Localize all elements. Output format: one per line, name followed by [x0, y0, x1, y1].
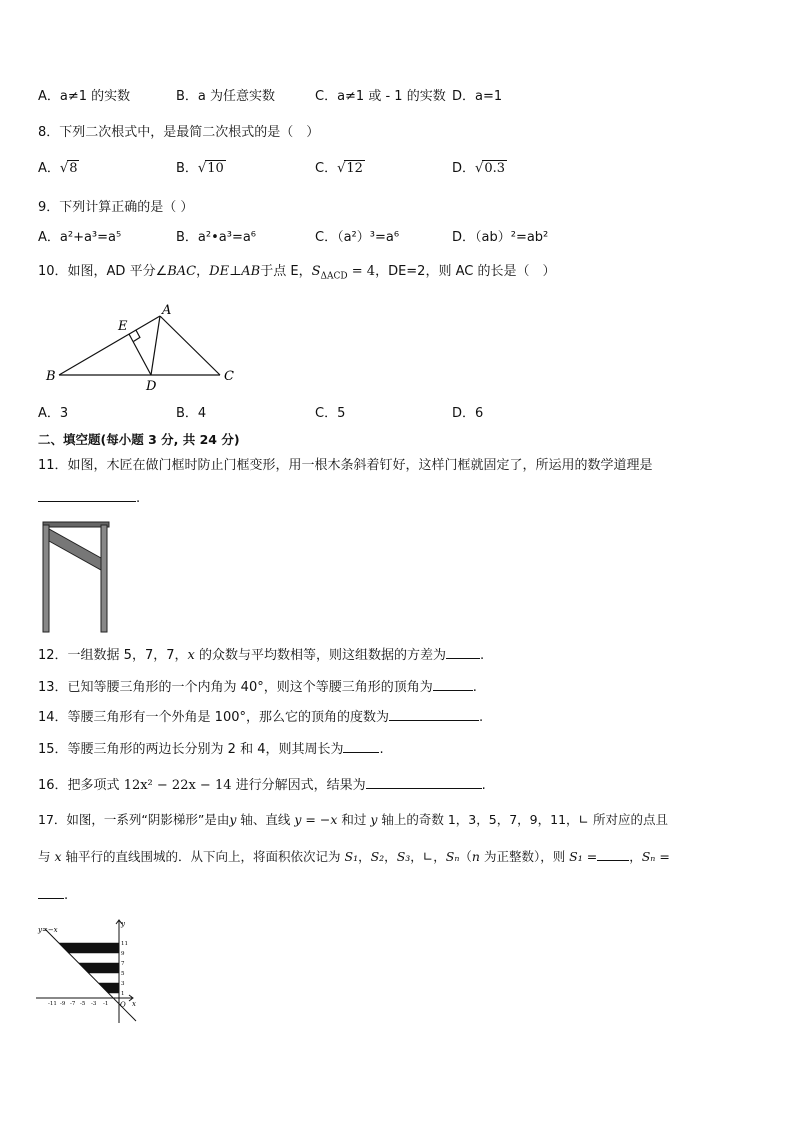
- frame-top-bar: [43, 522, 109, 527]
- q17-stem-line1: 17．如图，一系列“阴影梯形”是由y 轴、直线 y = −x 和过 y 轴上的奇数 1，3，5，7，9，11，∟ 所对应的点且: [38, 812, 668, 827]
- q11-answer-line: .: [38, 488, 140, 508]
- q7-option-c: C．a≠1 或 - 1 的实数: [315, 89, 446, 104]
- q10-triangle-figure: [40, 300, 250, 392]
- frame-left-post: [43, 525, 49, 632]
- trapezoid-s1: [99, 983, 119, 993]
- x-tick-neg7: -7: [70, 1001, 76, 1007]
- segment-ba: [59, 316, 160, 375]
- q13-answer-blank[interactable]: [433, 677, 473, 691]
- label-d: D: [146, 379, 157, 392]
- q17-stem-line2: 与 x 轴平行的直线围城的．从下向上，将面积依次记为 S₁，S₂，S₃，∟，Sₙ（n 为正整数），则 S₁ = ，Sₙ =: [38, 849, 670, 864]
- diagonal-brace: [49, 529, 101, 570]
- q10-stem: 10．如图，AD 平分∠BAC，DE⊥AB于点 E，$S_{\Delta ACD} = 4$，DE=2，则 AC 的长是（ ）: [38, 264, 556, 282]
- label-e: E: [118, 319, 128, 334]
- segment-ad: [151, 316, 160, 375]
- line-label: y=−x: [38, 926, 58, 934]
- segment-ac: [160, 316, 220, 375]
- frame-right-post: [101, 525, 107, 632]
- q9-option-d: D．（ab）²=ab²: [452, 230, 549, 245]
- q8-stem: 8．下列二次根式中，是最简二次根式的是（ ）: [38, 125, 320, 140]
- x-tick-neg1: -1: [103, 1001, 109, 1007]
- right-angle-mark: [134, 330, 140, 341]
- q7-option-d: D．a=1: [452, 89, 503, 104]
- q9-option-a: A．a²+a³=a⁵: [38, 230, 122, 245]
- q10-option-d: D．6: [452, 406, 484, 421]
- x-tick-neg11: -11: [48, 1001, 57, 1007]
- q13-stem: 13．已知等腰三角形的一个内角为 40°，则这个等腰三角形的顶角为 .: [38, 677, 477, 697]
- label-b: B: [46, 369, 56, 384]
- trapezoid-graph: [36, 918, 146, 1026]
- q8-option-c: C．√12: [315, 161, 363, 176]
- q8-option-b: B．√10: [176, 161, 224, 176]
- q15-answer-blank[interactable]: [343, 739, 379, 753]
- trapezoid-s2: [79, 963, 119, 973]
- section-title: 二、填空题(每小题 3 分, 共 24 分): [38, 432, 240, 447]
- q16-stem: 16．把多项式 12x² − 22x − 14 进行分解因式，结果为 .: [38, 775, 486, 795]
- q7-option-a: A．a≠1 的实数: [38, 89, 131, 104]
- q17-sn-answer-blank[interactable]: [38, 885, 64, 899]
- y-tick-11: 11: [121, 941, 128, 947]
- x-tick-neg9: -9: [60, 1001, 66, 1007]
- q10-option-c: C．5: [315, 406, 346, 421]
- label-a: A: [162, 303, 172, 318]
- q15-stem: 15．等腰三角形的两边长分别为 2 和 4，则其周长为 .: [38, 739, 384, 759]
- origin-label: O: [120, 1001, 126, 1009]
- q9-stem: 9．下列计算正确的是（ ）: [38, 200, 194, 215]
- y-tick-5: 5: [121, 971, 125, 977]
- x-tick-neg5: -5: [80, 1001, 86, 1007]
- y-tick-1: 1: [121, 991, 125, 997]
- q14-answer-blank[interactable]: [389, 707, 479, 721]
- y-axis-label: y: [121, 920, 125, 928]
- q16-answer-blank[interactable]: [366, 775, 482, 789]
- q9-option-b: B．a²•a³=a⁶: [176, 230, 257, 245]
- door-frame-figure: [42, 521, 110, 633]
- q11-answer-blank[interactable]: [38, 488, 136, 502]
- q14-stem: 14．等腰三角形有一个外角是 100°，那么它的顶角的度数为 .: [38, 707, 483, 727]
- q17-stem-line3: .: [38, 885, 68, 905]
- y-tick-9: 9: [121, 951, 125, 957]
- q9-option-c: C．（a²）³=a⁶: [315, 230, 400, 245]
- q12-stem: 12．一组数据 5，7，7，x 的众数与平均数相等，则这组数据的方差为 .: [38, 645, 484, 665]
- y-tick-3: 3: [121, 981, 125, 987]
- q10-option-b: B．4: [176, 406, 207, 421]
- x-axis-label: x: [132, 1000, 136, 1008]
- q12-answer-blank[interactable]: [446, 645, 480, 659]
- y-tick-7: 7: [121, 961, 125, 967]
- q8-option-a: A．√8: [38, 161, 78, 176]
- segment-de: [129, 334, 151, 375]
- q17-s1-answer-blank[interactable]: [597, 847, 629, 861]
- q7-option-b: B．a 为任意实数: [176, 89, 276, 104]
- q11-stem: 11．如图，木匠在做门框时防止门框变形，用一根木条斜着钉好，这样门框就固定了，所运用的数学道理是: [38, 458, 653, 473]
- label-c: C: [224, 369, 234, 384]
- q8-option-d: D．√0.3: [452, 161, 505, 176]
- trapezoid-s3: [59, 943, 119, 953]
- q10-option-a: A．3: [38, 406, 69, 421]
- x-tick-neg3: -3: [91, 1001, 97, 1007]
